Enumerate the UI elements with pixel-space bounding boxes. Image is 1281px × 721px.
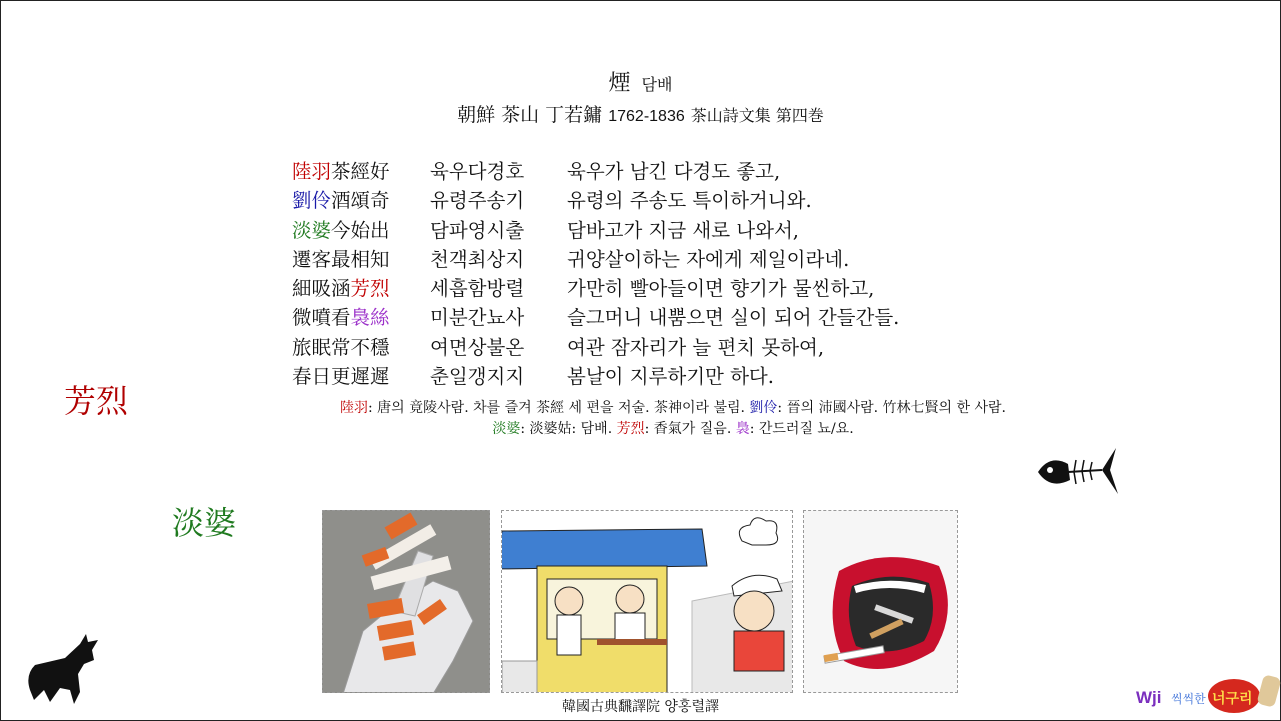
poem-hanja-highlight: 芳烈	[350, 277, 390, 301]
poem-line	[292, 333, 899, 362]
poem-hanja: 茶經好	[331, 160, 390, 183]
title-korean: 담배	[641, 75, 673, 94]
footnote-text: : 晉의 沛國사람. 竹林七賢의 한 사람.	[777, 400, 1006, 416]
poem-translation: 슬그머니 내뿜으면 실이 되어 간들간들.	[567, 306, 900, 330]
poem-hanja: 微噴看	[292, 306, 351, 330]
title-hanja: 煙	[608, 71, 631, 96]
poem-reading: 춘일갱지지	[430, 365, 525, 389]
poem-line	[292, 245, 899, 274]
footnote-term: 淡婆	[492, 421, 521, 437]
poem-translation: 여관 잠자리가 늘 편치 못하여,	[567, 335, 825, 359]
poem-reading: 육우다경호	[430, 160, 525, 183]
poem-hanja-highlight: 陸羽	[292, 160, 332, 183]
poem-reading: 천객최상지	[430, 247, 525, 271]
poem-hanja: 春日更遲遲	[292, 365, 390, 389]
poem-reading: 세흡함방렬	[430, 277, 525, 301]
footnote-text: : 淡婆姑: 담배.	[520, 421, 617, 437]
source-book: 茶山詩文集 第四巻	[690, 106, 824, 125]
poem-hanja-highlight: 劉伶	[292, 189, 332, 213]
poem-line	[292, 274, 899, 303]
poem-line	[292, 362, 899, 391]
translation-credit: 韓國古典飜譯院 양홍렬譯	[561, 699, 720, 715]
poem-line	[292, 216, 899, 245]
footnote-text: : 唐의 竟陵사람. 차를 즐겨 茶經 세 편을 저술. 茶神이라 불림.	[368, 400, 750, 416]
side-word-green: 淡婆	[172, 504, 237, 542]
footnote-text: : 간드러질 뇨/요.	[749, 421, 854, 437]
poem-hanja: 細吸涵	[292, 277, 351, 301]
poem-hanja-highlight: 淡婆	[292, 218, 332, 242]
poem-translation: 봄날이 지루하기만 하다.	[567, 365, 774, 389]
poem-translation: 담바고가 지금 새로 나와서,	[567, 218, 800, 242]
hand-cigarettes-image	[322, 510, 490, 693]
logo-ssi: 씩씩한	[1171, 692, 1206, 706]
poem-hanja: 旅眠常不穩	[292, 335, 390, 359]
footnote-term: 裊	[735, 421, 750, 437]
poem-hanja: 酒頌奇	[331, 189, 390, 213]
raccoon-paw-icon	[1256, 674, 1281, 708]
poem-hanja: 遷客最相知	[292, 247, 390, 271]
footnote-text: : 香氣가 질음.	[644, 421, 736, 437]
mouth-cigarettes-image	[803, 510, 958, 693]
footnote-term: 劉伶	[749, 400, 778, 416]
poem-block	[292, 157, 899, 391]
footnote-line-2	[0, 418, 1281, 438]
poem-reading: 담파영시출	[430, 218, 525, 242]
footnote-line-1	[0, 397, 1281, 417]
poem-translation: 육우가 남긴 다경도 좋고,	[567, 160, 781, 183]
logo-name: 너구리	[1212, 691, 1253, 707]
logo-w: Wji	[1136, 688, 1162, 707]
cartoon-smoking-booth-image	[501, 510, 793, 693]
poem-line	[292, 303, 899, 332]
author-years: 1762-1836	[608, 108, 685, 125]
page-title	[0, 66, 1281, 97]
brand-logo	[1136, 676, 1281, 716]
footnote-term: 芳烈	[616, 421, 645, 437]
poem-line	[292, 157, 899, 186]
poem-reading: 미분간뇨사	[430, 306, 525, 330]
side-word-red: 芳烈	[64, 382, 129, 420]
poem-translation: 귀양살이하는 자에게 제일이라네.	[567, 247, 850, 271]
poem-translation: 유령의 주송도 특이하거니와.	[567, 189, 812, 213]
footnote-term: 陸羽	[340, 400, 369, 416]
author-line	[0, 100, 1281, 127]
poem-reading: 여면상불온	[430, 335, 525, 359]
poem-translation: 가만히 빨아들이면 향기가 물씬하고,	[567, 277, 875, 301]
fish-skeleton-icon	[1030, 442, 1120, 504]
poem-hanja: 今始出	[331, 218, 390, 242]
poem-reading: 유령주송기	[430, 189, 525, 213]
author-name: 朝鮮 茶山 丁若鏞	[457, 104, 603, 126]
poem-line	[292, 186, 899, 215]
goat-silhouette-icon	[20, 630, 102, 710]
poem-hanja-highlight: 裊絲	[350, 306, 390, 330]
